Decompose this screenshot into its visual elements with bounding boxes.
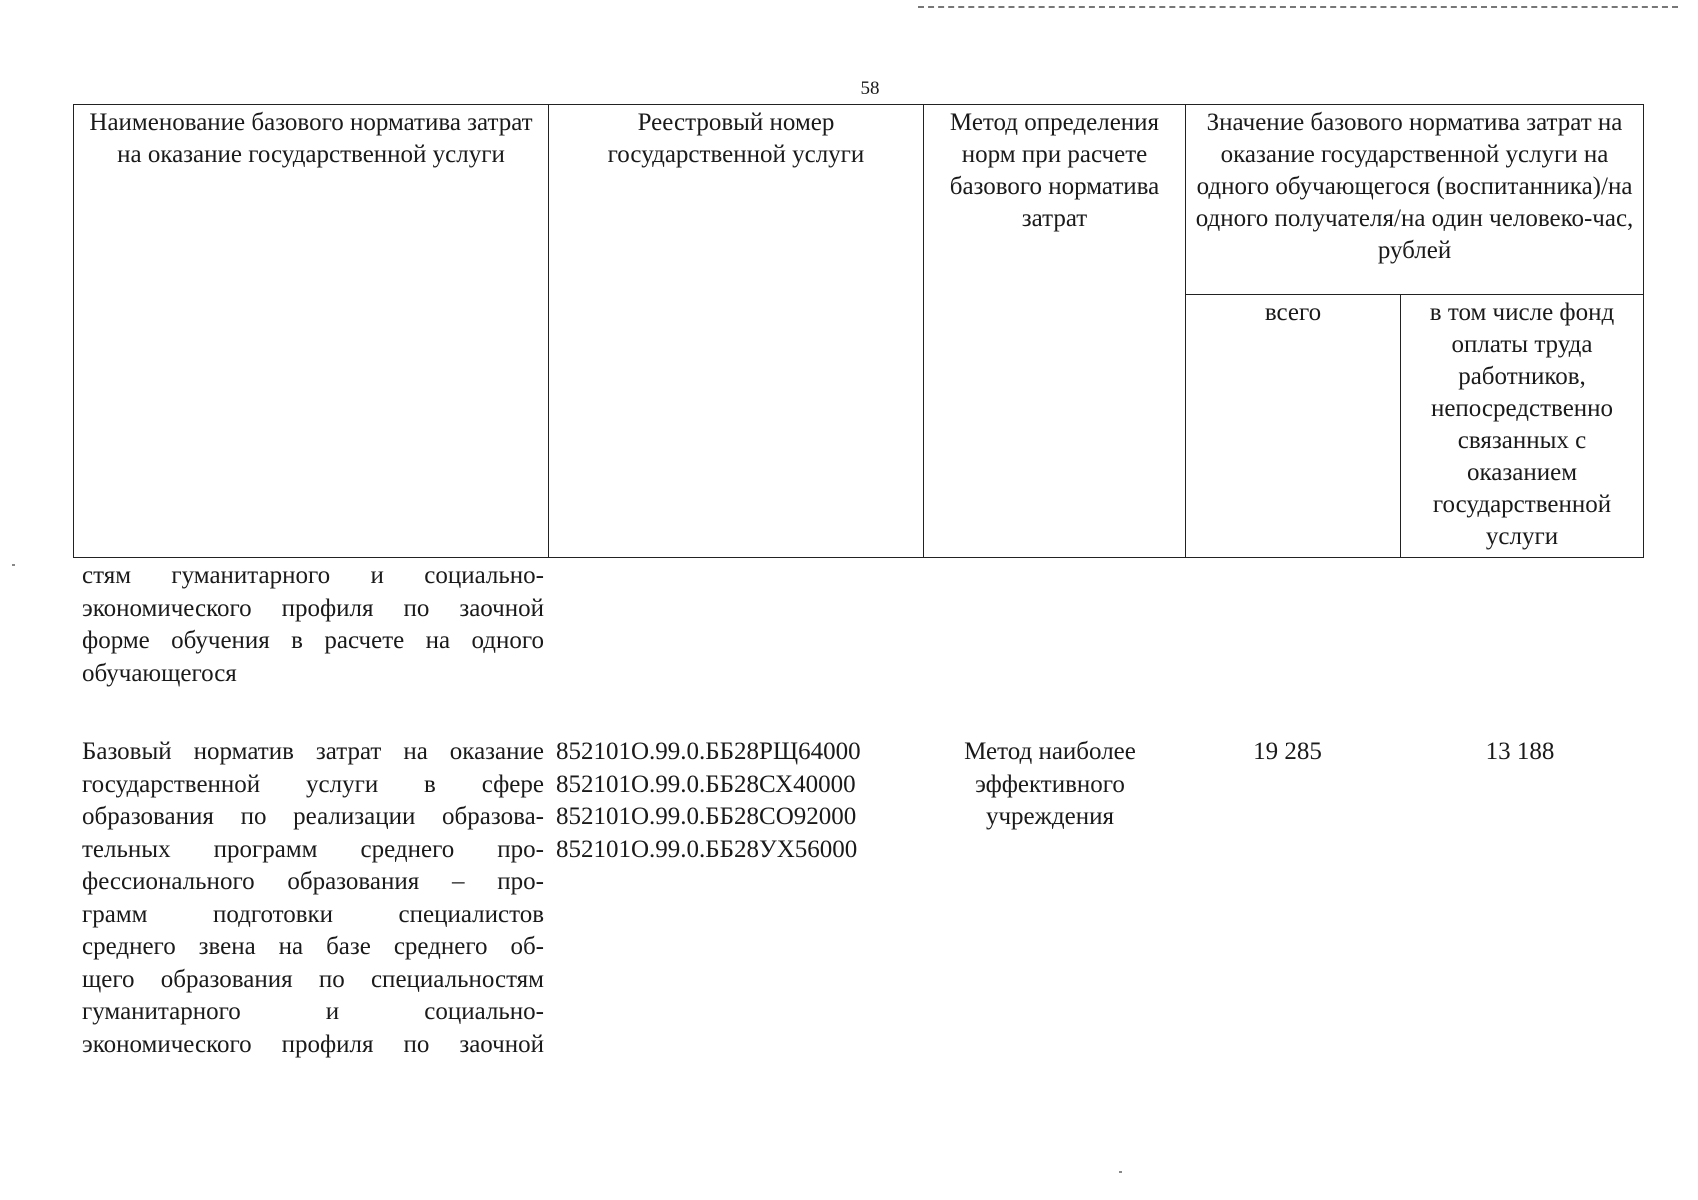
row-method: Метод наиболее эффективного учреждения — [964, 738, 1136, 830]
row-name — [82, 736, 544, 1061]
header-total: всего — [1186, 295, 1401, 558]
name-line: тельных программ среднего про- — [82, 835, 544, 863]
continued-row-name — [82, 560, 544, 690]
name-line: экономического профиля по заочной — [82, 1030, 544, 1058]
name-line: обучающегося — [82, 659, 237, 687]
header-name: Наименование базового норматива затрат на оказание государственной услуги — [74, 105, 549, 558]
name-line: гуманитарного и социально- — [82, 998, 544, 1025]
top-dashed-line — [918, 6, 1678, 8]
row-total: 19 285 — [1253, 738, 1322, 765]
registry-number: 852101О.99.0.ББ28РЩ64000 — [556, 738, 861, 765]
registry-number: 852101О.99.0.ББ28УХ56000 — [556, 835, 858, 863]
name-line: стям гуманитарного и социально- — [82, 562, 544, 589]
page-number: 58 — [860, 78, 880, 99]
name-line: Базовый норматив затрат на оказание — [82, 738, 544, 765]
name-line: форме обучения в расчете на одного — [82, 627, 544, 654]
scan-speck — [1119, 1171, 1122, 1173]
header-value: Значение базового норматива затрат на оказание государственной услуги на одного обучающегося (воспитанника)/на одного получателя/на один человеко-час, рублей — [1186, 105, 1644, 295]
header-payroll: в том числе фонд оплаты труда работников, непосредственно связанных с оказанием государственной услуги — [1401, 295, 1644, 558]
name-line: фессионального образования – про- — [82, 868, 544, 895]
registry-number: 852101О.99.0.ББ28СХ40000 — [556, 770, 856, 798]
name-line: щего образования по специальностям — [82, 965, 544, 993]
name-line: среднего звена на базе среднего об- — [82, 933, 544, 960]
registry-number: 852101О.99.0.ББ28СО92000 — [556, 803, 857, 830]
header-method: Метод определения норм при расчете базового норматива затрат — [924, 105, 1186, 558]
table-header — [73, 104, 1644, 558]
name-line: грамм подготовки специалистов — [82, 900, 544, 928]
name-line: образования по реализации образова- — [82, 803, 544, 830]
scan-speck — [12, 564, 15, 566]
row-payroll: 13 188 — [1485, 738, 1555, 765]
name-line: государственной услуги в сфере — [82, 770, 544, 798]
row-registry-numbers — [556, 736, 916, 866]
name-line: экономического профиля по заочной — [82, 594, 544, 622]
header-registry-number: Реестровый номер государственной услуги — [549, 105, 924, 558]
